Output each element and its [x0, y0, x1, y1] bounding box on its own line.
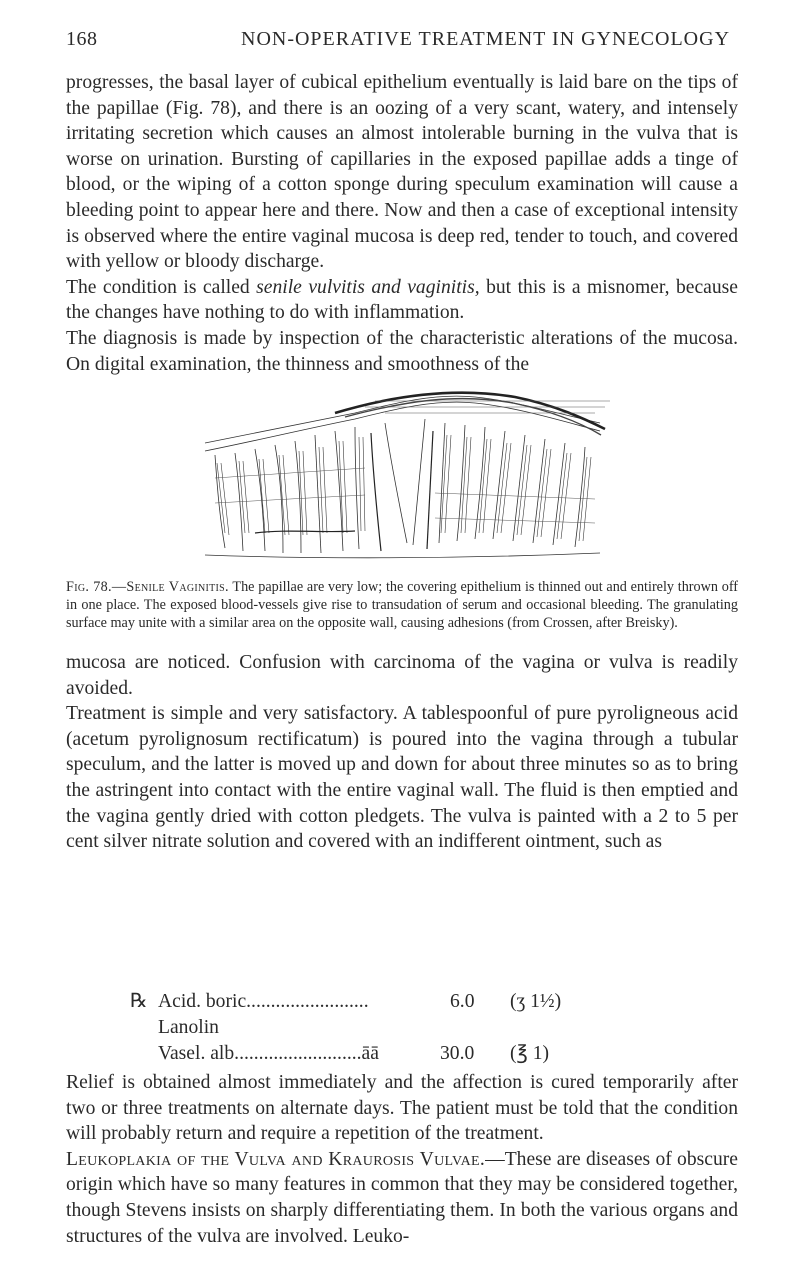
rx-amount: 30.0: [440, 1043, 475, 1064]
rx-line-1: [130, 989, 590, 1015]
rx-amount: 6.0: [450, 991, 475, 1012]
body-text-top: [66, 70, 738, 377]
rx-line-2: [130, 1015, 590, 1041]
figure-caption-text: The papillae are very low; the covering epithelium is thinned out and entirely thrown off in one place. The exposed blood-vessels give rise to transudation of serum and occasional bleeding. The granulating surface may unite with a similar area on the opposite wall, causing adhesions (from Crossen, after Breisky).: [66, 579, 739, 631]
paragraph-leukoplakia: Leukoplakia of the Vulva and Kraurosis Vulvae.—These are diseases of obscure origin which have so many features in common that they may be considered together, though Stevens insists on sharply differentiating them. In both the various organs and structures of the vulva are involved. Leuko-: [66, 1148, 738, 1247]
rx-item: Lanolin: [158, 1017, 219, 1038]
rx-item: Acid. boric.........................: [158, 991, 369, 1012]
section-heading: Leukoplakia of the Vulva and Kraurosis Vulvae.: [66, 1148, 486, 1170]
paragraph-relief: Relief is obtained almost immediately and the affection is cured temporarily after two or three treatments on alternate days. The patient must be told that the condition will probably return and require a repetition of the treatment.: [66, 1072, 738, 1145]
italic-term: senile vulvitis and vaginitis,: [256, 276, 480, 298]
figure-title: —Senile Vaginitis.: [111, 579, 229, 595]
running-title: NON-OPERATIVE TREATMENT IN GYNECOLOGY: [241, 28, 731, 50]
body-text-middle: [66, 650, 738, 855]
figure-caption: [66, 578, 738, 632]
paragraph-carcinoma: mucosa are noticed. Confusion with carcinoma of the vagina or vulva is readily avoided.: [66, 652, 738, 699]
paragraph-papillae: progresses, the basal layer of cubical epithelium eventually is laid bare on the tips of the papillae (Fig. 78), and there is an oozing of a very scant, watery, and intensely irritating secretion which causes an almost intolerable burning in the vulva that is worse on urination. Bursting of capillaries in the exposed papillae adds a tinge of blood, or the wiping of a cotton sponge during speculum examination will cause a bleeding point to appear here and there. Now and then a case of exceptional intensity is observed where the entire vaginal mucosa is deep red, tender to touch, and covered with yellow or bloody discharge.: [66, 72, 738, 273]
rx-apothecary: (ʒ 1½): [510, 991, 562, 1012]
running-header: [66, 28, 738, 56]
rx-symbol: ℞: [130, 991, 148, 1012]
page-number: 168: [66, 28, 98, 50]
rx-item: Vasel. alb..........................āā: [158, 1043, 379, 1064]
prescription: [130, 989, 590, 1067]
figure-label: Fig. 78.: [66, 579, 112, 595]
rx-line-3: [130, 1041, 590, 1067]
paragraph-treatment: Treatment is simple and very satisfactory. A tablespoonful of pure pyroligneous acid (acetum pyrolignosum rectificatum) is poured into the vagina through a tubular speculum, and the latter is moved up and down for about three minutes so as to bring the astringent into contact with the entire vaginal wall. The fluid is then emptied and the vagina gently dried with cotton pledgets. The vulva is painted with a 2 to 5 per cent silver nitrate solution and covered with an indifferent ointment, such as: [66, 703, 738, 853]
paragraph-diagnosis: The diagnosis is made by inspection of the characteristic alterations of the mucosa. On digital examination, the thinness and smoothness of the: [66, 327, 738, 375]
body-text-bottom: [66, 1070, 738, 1249]
paragraph-misnomer: The condition is called senile vulvitis and vaginitis, but this is a misnomer, because the changes have nothing to do with inflammation.: [66, 276, 738, 324]
figure-78-illustration: [195, 383, 610, 563]
rx-apothecary: (℥ 1): [510, 1043, 550, 1064]
